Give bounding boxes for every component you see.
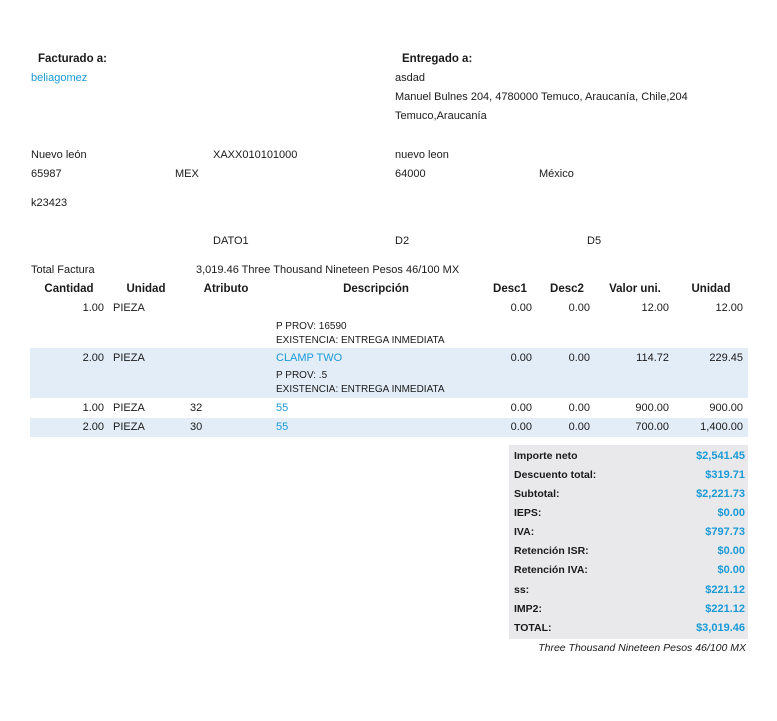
totals-value: $0.00 bbox=[717, 545, 745, 557]
billing-country: MEX bbox=[175, 168, 199, 180]
totals-value: $0.00 bbox=[717, 564, 745, 576]
totals-label: Retención IVA: bbox=[514, 564, 588, 576]
row-descripcion[interactable]: CLAMP TWO bbox=[276, 352, 343, 364]
header-desc1: Desc1 bbox=[493, 283, 527, 295]
row-desc2: 0.00 bbox=[568, 302, 590, 314]
total-factura-label: Total Factura bbox=[31, 264, 95, 276]
totals-label: IMP2: bbox=[514, 603, 543, 615]
shipping-title: Entregado a: bbox=[402, 53, 473, 65]
row-unidad: PIEZA bbox=[113, 402, 145, 414]
row-cantidad: 2.00 bbox=[82, 421, 104, 433]
row-cantidad: 1.00 bbox=[82, 402, 104, 414]
extra-field-d2: D2 bbox=[395, 235, 410, 247]
row-desc1: 0.00 bbox=[510, 352, 532, 364]
totals-value: $2,541.45 bbox=[696, 450, 745, 462]
totals-value: $3,019.46 bbox=[696, 622, 745, 634]
row-desc1: 0.00 bbox=[510, 402, 532, 414]
row-note-existencia: EXISTENCIA: ENTREGA INMEDIATA bbox=[276, 335, 445, 346]
row-atributo: 30 bbox=[190, 421, 203, 433]
row-unidad: PIEZA bbox=[113, 421, 145, 433]
row-atributo: 32 bbox=[190, 402, 203, 414]
totals-value: $319.71 bbox=[705, 469, 745, 481]
header-unidad-total: Unidad bbox=[691, 283, 731, 295]
row-note-prov: P PROV: .5 bbox=[276, 370, 328, 381]
shipping-address-line2: Temuco,Araucanía bbox=[395, 110, 487, 122]
row-valor-uni: 114.72 bbox=[636, 352, 669, 364]
totals-label: TOTAL: bbox=[514, 622, 552, 634]
row-desc1: 0.00 bbox=[510, 421, 532, 433]
totals-value: $0.00 bbox=[717, 507, 745, 519]
billing-code: k23423 bbox=[31, 197, 68, 209]
billing-rfc: XAXX010101000 bbox=[213, 149, 298, 161]
row-desc1: 0.00 bbox=[510, 302, 532, 314]
row-desc2: 0.00 bbox=[568, 402, 590, 414]
row-unidad: PIEZA bbox=[113, 302, 145, 314]
row-valor-uni: 12.00 bbox=[641, 302, 669, 314]
header-unidad: Unidad bbox=[126, 283, 166, 295]
shipping-zip: 64000 bbox=[395, 168, 426, 180]
totals-label: IEPS: bbox=[514, 507, 542, 519]
header-desc2: Desc2 bbox=[550, 283, 584, 295]
totals-label: Retención ISR: bbox=[514, 545, 589, 557]
shipping-address-line1: Manuel Bulnes 204, 4780000 Temuco, Araucanía, Chile,204 bbox=[395, 91, 688, 103]
row-descripcion[interactable]: 55 bbox=[276, 402, 289, 414]
totals-value: $221.12 bbox=[705, 584, 745, 596]
row-cantidad: 2.00 bbox=[82, 352, 104, 364]
shipping-state: nuevo leon bbox=[395, 149, 449, 161]
row-total: 1,400.00 bbox=[700, 421, 743, 433]
extra-field-d5: D5 bbox=[587, 235, 602, 247]
header-descripcion: Descripción bbox=[343, 283, 409, 295]
row-note-existencia: EXISTENCIA: ENTREGA INMEDIATA bbox=[276, 384, 445, 395]
row-unidad: PIEZA bbox=[113, 352, 145, 364]
billing-zip: 65987 bbox=[31, 168, 62, 180]
billing-customer-link[interactable]: beliagomez bbox=[31, 72, 88, 84]
row-valor-uni: 700.00 bbox=[635, 421, 669, 433]
billing-state: Nuevo león bbox=[31, 149, 87, 161]
extra-field-dato1: DATO1 bbox=[213, 235, 249, 247]
totals-label: Subtotal: bbox=[514, 488, 560, 500]
totals-label: Descuento total: bbox=[514, 469, 597, 481]
totals-label: IVA: bbox=[514, 526, 535, 538]
header-atributo: Atributo bbox=[203, 283, 249, 295]
row-desc2: 0.00 bbox=[568, 421, 590, 433]
billing-title: Facturado a: bbox=[38, 53, 108, 65]
shipping-country: México bbox=[539, 168, 574, 180]
row-total: 12.00 bbox=[715, 302, 743, 314]
row-cantidad: 1.00 bbox=[82, 302, 104, 314]
row-note-prov: P PROV: 16590 bbox=[276, 321, 347, 332]
totals-value: $221.12 bbox=[705, 603, 745, 615]
row-desc2: 0.00 bbox=[568, 352, 590, 364]
totals-label: Importe neto bbox=[514, 450, 578, 462]
header-cantidad: Cantidad bbox=[44, 283, 94, 295]
total-factura-value: 3,019.46 Three Thousand Nineteen Pesos 46/100 MX bbox=[196, 264, 460, 276]
totals-value: $797.73 bbox=[705, 526, 745, 538]
row-descripcion[interactable]: 55 bbox=[276, 421, 289, 433]
totals-value: $2,221.73 bbox=[696, 488, 745, 500]
shipping-name: asdad bbox=[395, 72, 425, 84]
row-valor-uni: 900.00 bbox=[635, 402, 669, 414]
header-valor-uni: Valor uni. bbox=[609, 283, 661, 295]
row-total: 229.45 bbox=[709, 352, 743, 364]
amount-in-words: Three Thousand Nineteen Pesos 46/100 MX bbox=[538, 642, 746, 654]
row-total: 900.00 bbox=[709, 402, 743, 414]
totals-label: ss: bbox=[514, 584, 530, 596]
